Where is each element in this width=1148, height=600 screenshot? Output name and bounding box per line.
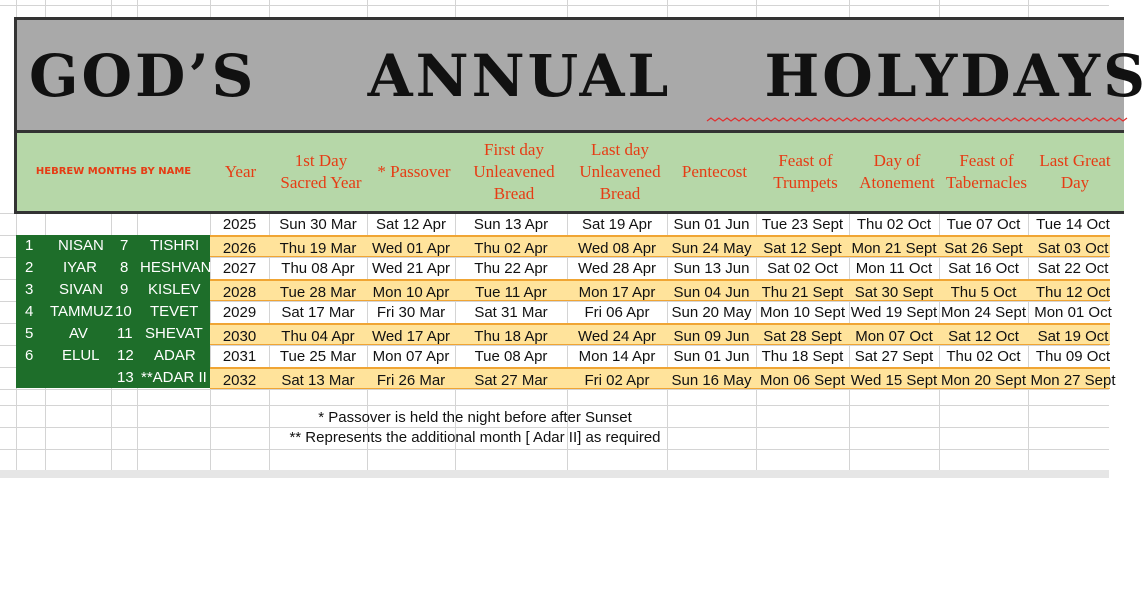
date-cell[interactable]: Sat 19 Apr [581, 215, 653, 233]
header-first-day[interactable] [272, 133, 370, 211]
date-cell[interactable]: Sat 12 Oct [948, 327, 1019, 345]
header-last-unleavened[interactable] [570, 133, 670, 211]
month-name: ELUL [62, 347, 100, 364]
date-cell[interactable]: Sun 20 May [671, 303, 752, 321]
header-label: Last Great Day [1039, 151, 1111, 192]
header-label: 1st Day Sacred Year [280, 151, 362, 192]
table-row [210, 367, 1116, 389]
table-row [210, 279, 1110, 301]
date-cell[interactable]: Sun 13 Apr [473, 215, 549, 233]
month-number: 13 [117, 369, 134, 386]
month-number: 3 [25, 281, 34, 298]
date-cell[interactable]: Thu 02 Oct [946, 347, 1021, 365]
date-cell[interactable]: Mon 06 Sept [759, 371, 846, 389]
header-label: * Passover [377, 162, 451, 181]
month-name: ADAR [154, 347, 196, 364]
year-cell[interactable]: 2025 [222, 215, 257, 233]
date-cell[interactable]: Mon 10 Sept [759, 303, 846, 321]
date-cell[interactable]: Sun 09 Jun [673, 327, 750, 345]
date-cell[interactable]: Thu 18 Sept [761, 347, 844, 365]
date-cell[interactable]: Mon 11 Oct [855, 259, 933, 277]
month-number: 10 [115, 303, 132, 320]
date-cell[interactable]: Mon 07 Oct [855, 327, 933, 345]
date-cell[interactable]: Mon 24 Sept [940, 303, 1027, 321]
table-row [210, 301, 1110, 323]
month-name: NISAN [58, 237, 104, 254]
table-row [210, 323, 1110, 345]
year-cell[interactable]: 2032 [222, 371, 257, 389]
month-name: AV [69, 325, 88, 342]
date-cell[interactable]: Fri 30 Mar [376, 303, 446, 321]
month-number: 5 [25, 325, 34, 342]
date-cell[interactable]: Mon 14 Apr [578, 347, 656, 365]
month-name: TEVET [150, 303, 199, 320]
title-banner[interactable] [14, 17, 1148, 133]
month-name: KISLEV [148, 281, 201, 298]
date-cell[interactable]: Wed 19 Sept [850, 303, 938, 321]
month-row[interactable] [16, 235, 210, 257]
date-cell[interactable]: Thu 12 Oct [1035, 283, 1111, 301]
date-cell[interactable]: Sat 26 Sept [944, 239, 1023, 257]
date-cell[interactable]: Sun 24 May [671, 239, 752, 257]
month-number: 6 [25, 347, 34, 364]
header-hebrew-months[interactable] [17, 133, 210, 211]
month-number: 11 [117, 325, 133, 342]
month-name: **ADAR II [141, 369, 207, 386]
header-trumpets[interactable] [759, 133, 852, 211]
date-cell[interactable]: Tue 28 Mar [279, 283, 357, 301]
title-word: HOLYDAYS [764, 42, 1148, 110]
date-cell[interactable]: Thu 08 Apr [281, 259, 355, 277]
date-cell[interactable]: Thu 19 Mar [279, 239, 357, 257]
date-cell[interactable]: Sat 27 Mar [474, 371, 548, 389]
header-pentecost[interactable] [670, 133, 759, 211]
date-cell[interactable]: Tue 14 Oct [1036, 215, 1110, 233]
year-cell[interactable]: 2027 [222, 259, 257, 277]
date-cell[interactable]: Tue 08 Apr [474, 347, 548, 365]
year-cell[interactable]: 2028 [222, 283, 257, 301]
header-label: Feast of Tabernacles [946, 151, 1027, 192]
date-cell[interactable]: Sun 13 Jun [673, 259, 750, 277]
table-row [210, 257, 1110, 279]
header-label: Feast of Trumpets [773, 151, 838, 192]
date-cell[interactable]: Thu 18 Apr [474, 327, 548, 345]
date-cell[interactable]: Sat 30 Sept [854, 283, 934, 301]
grid-row-line [0, 5, 1109, 6]
date-cell[interactable]: Sun 01 Jun [673, 215, 750, 233]
date-cell[interactable]: Sat 19 Oct [1037, 327, 1109, 345]
month-row[interactable] [16, 367, 210, 389]
month-row[interactable] [16, 279, 210, 301]
page-title [29, 42, 1148, 110]
date-cell[interactable]: Sat 28 Sept [763, 327, 842, 345]
table-row [210, 235, 1110, 257]
date-cell[interactable]: Tue 07 Oct [946, 215, 1021, 233]
hebrew-months-block [16, 235, 210, 388]
date-cell[interactable]: Sun 01 Jun [673, 347, 750, 365]
header-tabernacles[interactable] [942, 133, 1031, 211]
month-name: SHEVAT [145, 325, 203, 342]
header-label: Pentecost [681, 162, 748, 181]
footnote-passover[interactable]: * Passover is held the night before after Sunset [318, 409, 632, 426]
table-row [210, 213, 1110, 235]
date-cell[interactable]: Thu 04 Apr [281, 327, 355, 345]
month-name: IYAR [63, 259, 97, 276]
date-cell[interactable]: Thu 02 Oct [856, 215, 932, 233]
date-cell[interactable]: Sat 03 Oct [1037, 239, 1109, 257]
month-row[interactable] [16, 345, 210, 367]
date-cell[interactable]: Sat 27 Sept [854, 347, 934, 365]
date-cell[interactable]: Fri 06 Apr [584, 303, 650, 321]
grid-row-line [0, 449, 1109, 450]
date-cell[interactable]: Sat 22 Oct [1037, 259, 1109, 277]
header-label: First day Unleavened Bread [473, 140, 555, 203]
date-cell[interactable]: Wed 24 Apr [577, 327, 657, 345]
date-cell[interactable]: Mon 01 Oct [1034, 303, 1112, 321]
month-number: 4 [25, 303, 34, 320]
grid-row-line [0, 405, 1109, 406]
month-number: 7 [120, 237, 129, 254]
month-name: HESHVAN [140, 259, 212, 276]
date-cell[interactable]: Mon 17 Apr [578, 283, 656, 301]
month-name: TISHRI [150, 237, 200, 254]
date-cell[interactable]: Sat 31 Mar [474, 303, 548, 321]
footnote-adar[interactable]: ** Represents the additional month [ Adar II] as required [289, 429, 661, 446]
grid-row-line [0, 427, 1109, 428]
month-name: TAMMUZ [50, 303, 114, 320]
header-year[interactable] [213, 133, 268, 211]
date-cell[interactable]: Tue 23 Sept [761, 215, 844, 233]
date-cell[interactable]: Thu 02 Apr [474, 239, 548, 257]
sheet-bottom-edge [0, 470, 1109, 478]
date-cell[interactable]: Mon 10 Apr [372, 283, 450, 301]
month-row[interactable] [16, 257, 210, 279]
date-cell[interactable]: Mon 27 Sept [1030, 371, 1116, 389]
date-cell[interactable]: Sat 16 Oct [948, 259, 1019, 277]
year-cell[interactable]: 2030 [222, 327, 257, 345]
table-row [210, 345, 1110, 367]
header-row [14, 133, 1124, 211]
spellcheck-underline [707, 116, 1127, 124]
title-word: GOD’S [29, 42, 257, 110]
title-word: ANNUAL [367, 42, 672, 110]
date-cell[interactable]: Sat 17 Mar [281, 303, 355, 321]
date-cell[interactable]: Thu 09 Oct [1035, 347, 1111, 365]
date-cell[interactable]: Wed 08 Apr [577, 239, 657, 257]
date-cell[interactable]: Tue 25 Mar [279, 347, 357, 365]
date-cell[interactable]: Tue 11 Apr [475, 283, 547, 301]
date-cell[interactable]: Fri 26 Mar [376, 371, 446, 389]
header-label: Last day Unleavened Bread [579, 140, 661, 203]
date-cell[interactable]: Sun 30 Mar [279, 215, 357, 233]
date-cell[interactable]: Wed 17 Apr [371, 327, 451, 345]
header-last-great-day[interactable] [1031, 133, 1119, 211]
header-label: Day of Atonement [859, 151, 935, 192]
date-cell[interactable]: Sun 16 May [671, 371, 752, 389]
date-cell[interactable]: Sat 13 Mar [281, 371, 355, 389]
date-cell[interactable]: Wed 15 Sept [850, 371, 938, 389]
year-cell[interactable]: 2031 [222, 347, 257, 365]
year-cell[interactable]: 2026 [222, 239, 257, 257]
date-cell[interactable]: Wed 21 Apr [371, 259, 451, 277]
month-number: 2 [25, 259, 34, 276]
month-number: 1 [25, 237, 34, 254]
year-cell[interactable]: 2029 [222, 303, 257, 321]
month-number: 12 [117, 347, 134, 364]
date-cell[interactable]: Thu 22 Apr [474, 259, 548, 277]
date-cell[interactable]: Wed 28 Apr [577, 259, 657, 277]
date-cell[interactable]: Sat 02 Oct [767, 259, 838, 277]
month-row[interactable] [16, 323, 210, 345]
header-label: Year [224, 162, 257, 181]
month-number: 9 [120, 281, 129, 298]
date-cell[interactable]: Thu 21 Sept [761, 283, 844, 301]
month-row[interactable] [16, 301, 210, 323]
date-cell[interactable]: Sun 04 Jun [673, 283, 750, 301]
header-passover[interactable] [370, 133, 458, 211]
date-cell[interactable]: Fri 02 Apr [584, 371, 650, 389]
month-number: 8 [120, 259, 129, 276]
date-cell[interactable]: Wed 01 Apr [371, 239, 451, 257]
date-cell[interactable]: Sat 12 Sept [763, 239, 842, 257]
header-label: HEBREW MONTHS BY NAME [35, 166, 192, 177]
date-cell[interactable]: Mon 21 Sept [851, 239, 937, 257]
month-name: SIVAN [59, 281, 103, 298]
header-atonement[interactable] [852, 133, 942, 211]
header-first-unleavened[interactable] [458, 133, 570, 211]
date-cell[interactable]: Mon 07 Apr [372, 347, 450, 365]
date-cell[interactable]: Sat 12 Apr [375, 215, 447, 233]
date-cell[interactable]: Mon 20 Sept [940, 371, 1027, 389]
date-cell[interactable]: Thu 5 Oct [950, 283, 1017, 301]
